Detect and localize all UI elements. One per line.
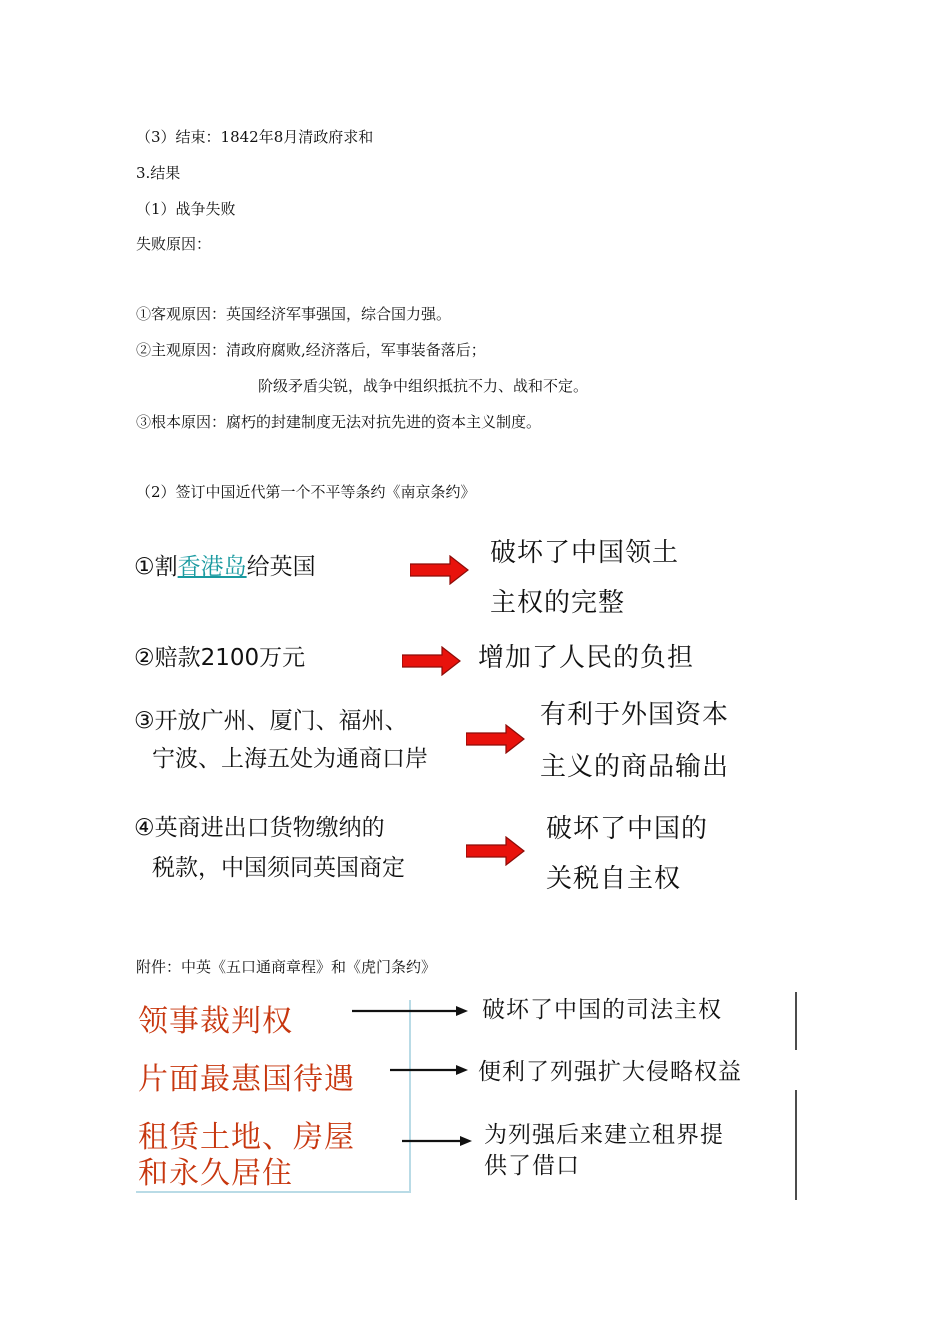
war-failure-line: （1）战争失败 — [136, 200, 236, 218]
reason-root: ③根本原因：腐朽的封建制度无法对抗先进的资本主义制度。 — [136, 413, 542, 431]
treaty-term-3-line1: ③开放广州、厦门、福州、 — [134, 708, 408, 734]
term-1-prefix: ①割 — [134, 554, 178, 580]
right-land-lease-line2: 和永久居住 — [138, 1156, 293, 1191]
reason-subjective: ②主观原因：清政府腐败,经济落后，军事装备落后； — [136, 341, 486, 359]
effect-1-line1: 破坏了中国领土 — [490, 538, 680, 568]
appendix-arrow-3 — [402, 1136, 472, 1146]
effect-3-line1: 有利于外国资本 — [540, 700, 730, 730]
appendix-arrow-2 — [390, 1065, 468, 1075]
treaty-term-4-line2: 税款，中国须同英国商定 — [152, 855, 405, 881]
term-1-suffix: 给英国 — [246, 554, 316, 580]
reason-objective: ①客观原因：英国经济军事强国，综合国力强。 — [136, 305, 452, 323]
treaty-term-4-line1: ④英商进出口货物缴纳的 — [134, 815, 385, 841]
end-line: （3）结束：1842年8月清政府求和 — [136, 128, 374, 146]
appendix-heading: 附件：中英《五口通商章程》和《虎门条约》 — [136, 958, 437, 976]
effect-1-line2: 主权的完整 — [490, 588, 626, 618]
treaty-heading: （2）签订中国近代第一个不平等条约《南京条约》 — [136, 483, 476, 501]
effect-3-line2: 主义的商品输出 — [540, 752, 730, 782]
failure-reasons-label: 失败原因： — [136, 235, 212, 253]
effect-4-line1: 破坏了中国的 — [546, 814, 709, 844]
hong-kong-island-link[interactable]: 香港岛 — [177, 554, 247, 580]
treaty-term-3-line2: 宁波、上海五处为通商口岸 — [152, 746, 428, 772]
appendix-effect-3-line1: 为列强后来建立租界提 — [484, 1122, 724, 1148]
effect-4-line2: 关税自主权 — [546, 864, 682, 894]
right-consular-jurisdiction: 领事裁判权 — [138, 1004, 293, 1039]
treaty-term-2: ②赔款2100万元 — [134, 645, 306, 671]
effect-2-line1: 增加了人民的负担 — [478, 643, 695, 673]
right-land-lease-line1: 租赁土地、房屋 — [138, 1120, 355, 1155]
result-heading: 3.结果 — [136, 164, 181, 182]
appendix-effect-2: 便利了列强扩大侵略权益 — [478, 1059, 742, 1085]
reason-subjective-continued: 阶级矛盾尖锐，战争中组织抵抗不力、战和不定。 — [258, 377, 589, 395]
right-most-favored-nation: 片面最惠国待遇 — [138, 1062, 355, 1097]
appendix-effect-3-line2: 供了借口 — [484, 1153, 580, 1179]
appendix-effect-1: 破坏了中国的司法主权 — [482, 997, 722, 1023]
